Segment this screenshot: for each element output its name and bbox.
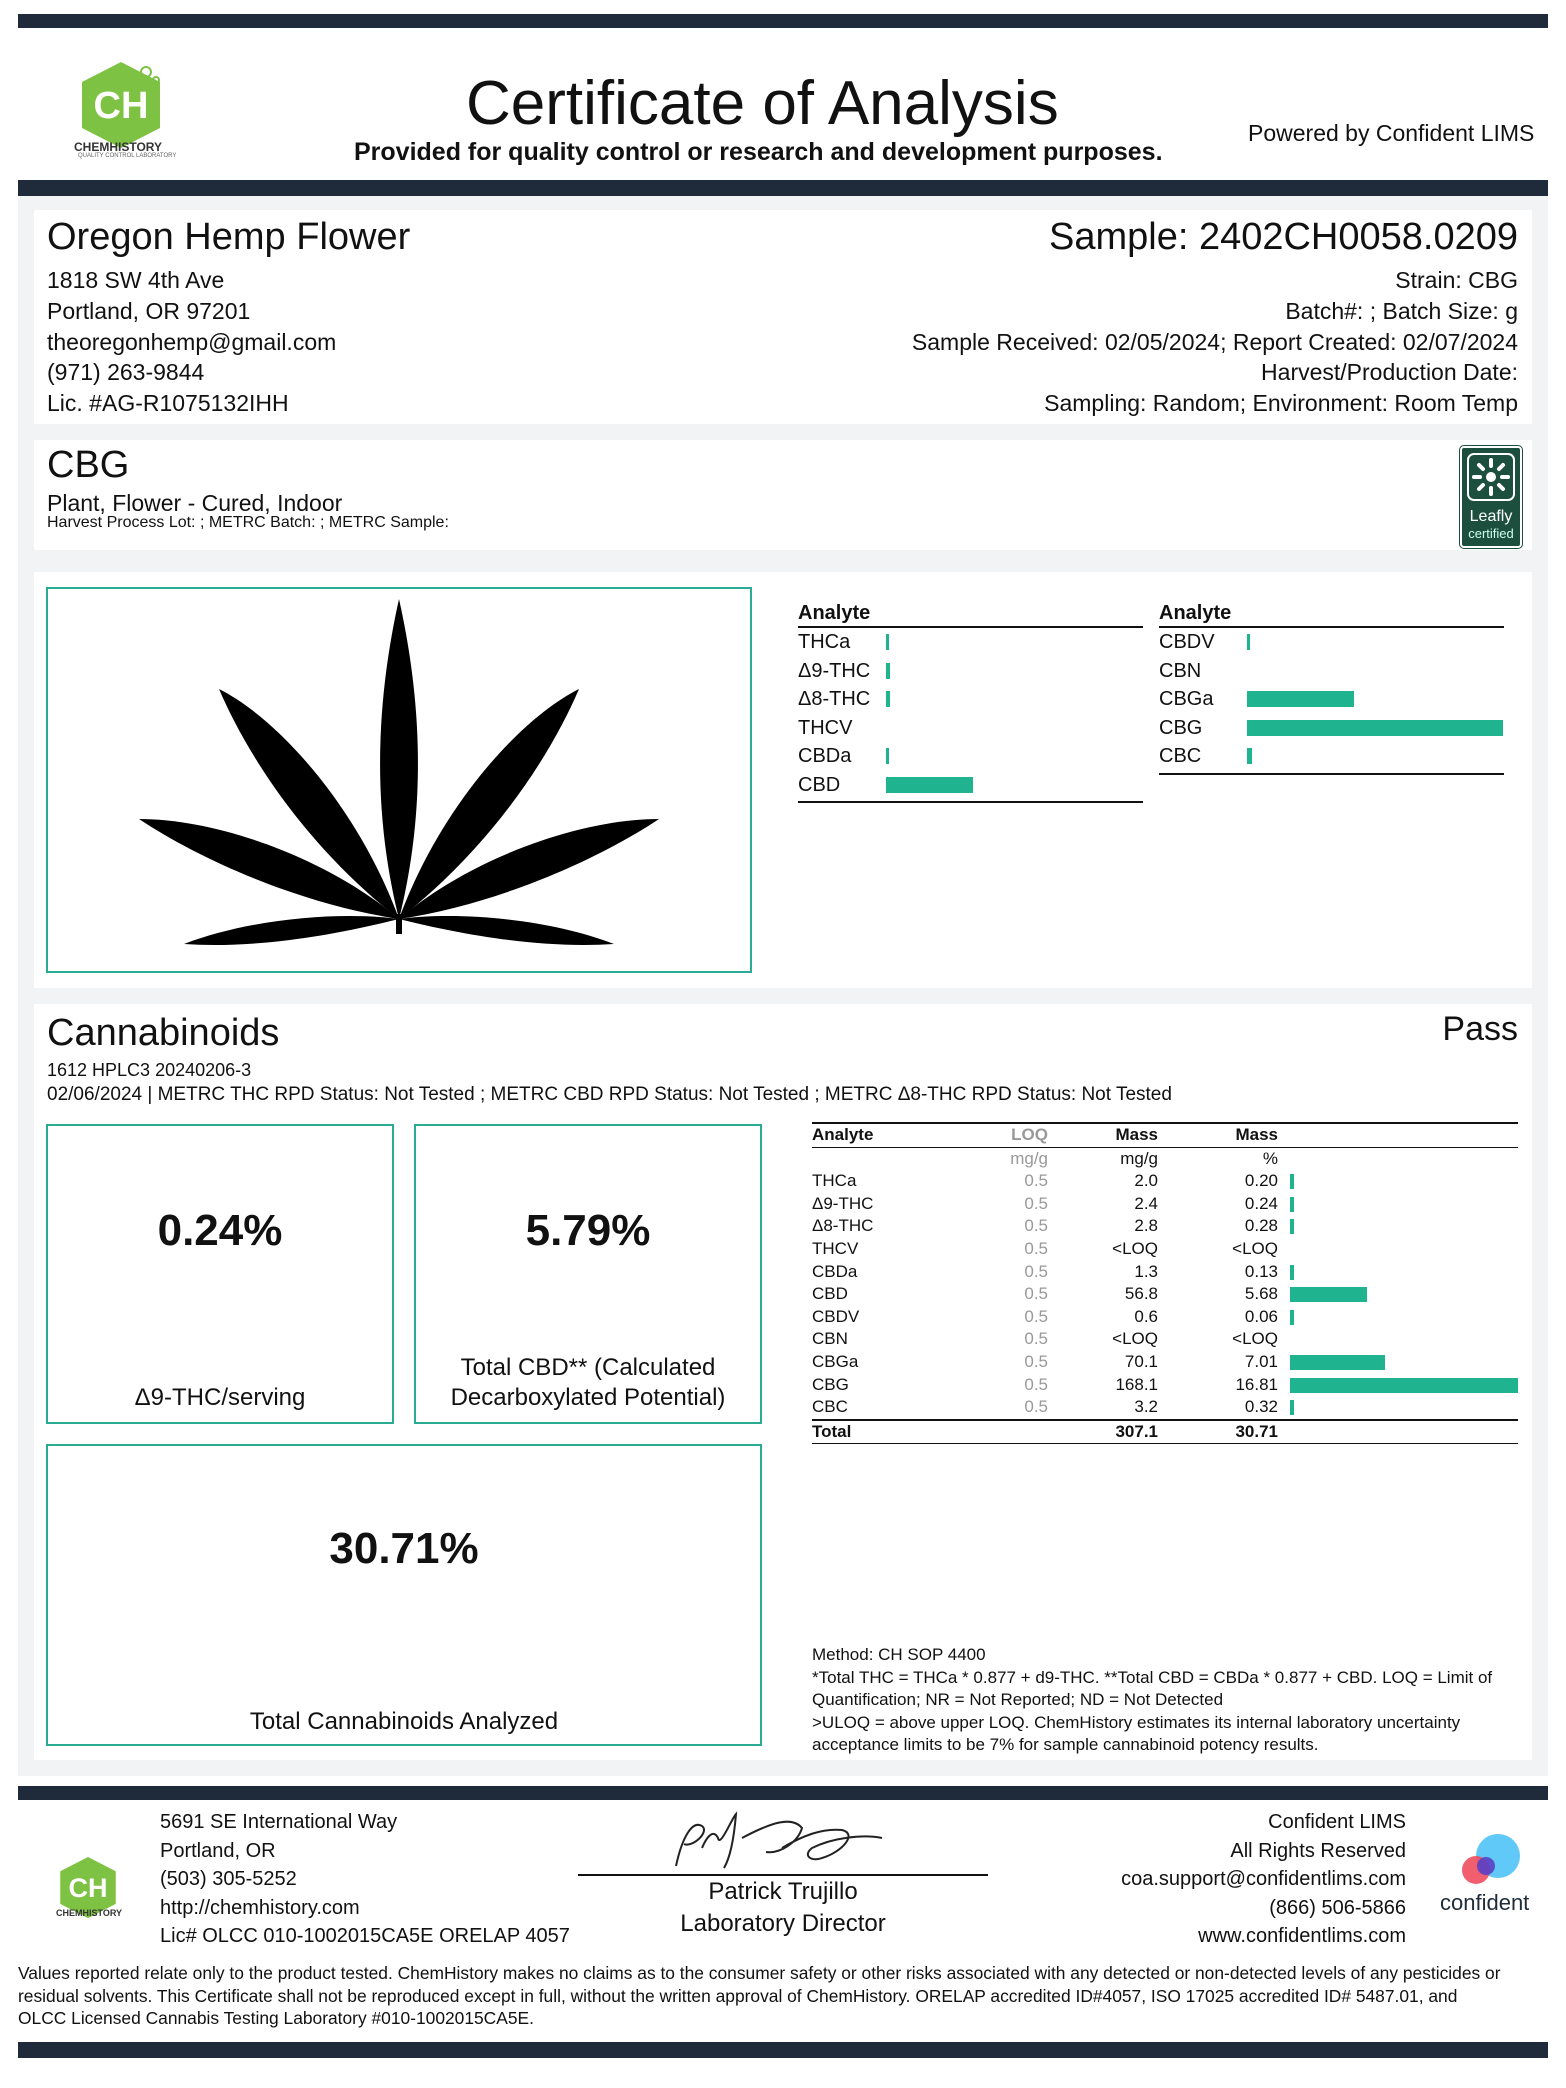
- mass-mg-value: 56.8: [1124, 1284, 1158, 1304]
- lims-website: www.confidentlims.com: [1198, 1925, 1406, 1947]
- col-analyte-header: Analyte: [812, 1125, 874, 1144]
- top-border-bar: [18, 14, 1548, 28]
- result-bar: [1290, 1287, 1367, 1302]
- product-image-frame: [46, 587, 752, 973]
- summary-bar: [1247, 691, 1354, 707]
- leafly-sunburst-icon: [1462, 448, 1520, 508]
- result-bar: [1290, 1265, 1294, 1280]
- loq-value: 0.5: [1024, 1171, 1048, 1191]
- mass-pct-value: 7.01: [1244, 1351, 1278, 1371]
- mass-mg-value: 70.1: [1124, 1351, 1158, 1371]
- analyte-name: CBDa: [812, 1261, 858, 1281]
- summary-bar: [886, 663, 890, 679]
- summary-panel: [34, 572, 1532, 988]
- note-line-1: *Total THC = THCa * 0.877 + d9-THC. **Total CBD = CBDa * 0.877 + CBD. LOQ = Limit of: [812, 1667, 1493, 1687]
- summary-row: [798, 742, 1143, 771]
- thc-serving-value: 0.24%: [157, 1206, 283, 1255]
- summary-right-bottom-rule: [1159, 773, 1504, 775]
- summary-left-bottom-rule: [798, 801, 1143, 803]
- summary-bar: [1247, 748, 1252, 764]
- svg-text:CH: CH: [93, 85, 149, 127]
- mass-mg-value: 2.0: [1134, 1171, 1158, 1191]
- product-type: Plant, Flower - Cured, Indoor: [47, 490, 343, 516]
- result-bar: [1290, 1310, 1294, 1325]
- mass-mg-value: <LOQ: [1112, 1329, 1158, 1349]
- unit-loq: mg/g: [1010, 1148, 1048, 1168]
- mass-pct-value: 0.13: [1244, 1261, 1278, 1281]
- analyte-name: Δ9-THC: [812, 1193, 874, 1213]
- summary-row: [1159, 657, 1504, 686]
- summary-row: [1159, 742, 1504, 771]
- loq-value: 0.5: [1024, 1329, 1048, 1349]
- mass-pct-value: 5.68: [1244, 1284, 1278, 1304]
- client-address-line2: Portland, OR 97201: [47, 298, 251, 324]
- total-cannabinoids-value: 30.71%: [329, 1524, 479, 1573]
- sample-id: Sample: 2402CH0058.0209: [1048, 216, 1518, 258]
- summary-row: [798, 714, 1143, 743]
- analyte-name: Δ8-THC: [812, 1216, 874, 1236]
- note-line-3: >ULOQ = above upper LOQ. ChemHistory estimates its internal laboratory uncertainty: [812, 1712, 1461, 1732]
- pass-status: Pass: [1442, 1010, 1518, 1048]
- mass-pct-value: 0.06: [1244, 1306, 1278, 1326]
- summary-analyte-name: CBG: [1159, 716, 1203, 739]
- loq-value: 0.5: [1024, 1397, 1048, 1417]
- total-mass-mg: 307.1: [1115, 1421, 1158, 1441]
- lims-contact: [1121, 1808, 1406, 1951]
- svg-text:CH: CH: [68, 1872, 108, 1903]
- loq-value: 0.5: [1024, 1216, 1048, 1236]
- summary-bar: [1247, 720, 1503, 736]
- thc-serving-box: [46, 1124, 394, 1424]
- table-row: [812, 1351, 1518, 1374]
- result-bar: [1290, 1378, 1518, 1393]
- summary-bar: [886, 748, 889, 764]
- total-cbd-value: 5.79%: [525, 1206, 651, 1255]
- summary-analyte-name: THCa: [798, 631, 851, 653]
- sample-sampling: Sampling: Random; Environment: Room Temp: [1044, 390, 1518, 416]
- note-line-2: Quantification; NR = Not Reported; ND = Not Detected: [812, 1690, 1224, 1709]
- result-bar: [1290, 1219, 1294, 1234]
- table-bottom-rule: [812, 1443, 1518, 1444]
- analyte-name: CBN: [812, 1329, 848, 1349]
- page-subtitle: Provided for quality control or research and development purposes.: [354, 138, 1163, 166]
- logo-wordmark: CHEMHISTORY: [74, 140, 163, 154]
- summary-bar: [1247, 634, 1250, 650]
- lab-license: Lic# OLCC 010-1002015CA5E ORELAP 4057: [160, 1925, 570, 1947]
- summary-row: [1159, 714, 1504, 743]
- summary-analyte-name: CBGa: [1159, 688, 1214, 710]
- lab-contact: [160, 1808, 570, 1951]
- leafly-certified-badge: [1460, 446, 1522, 548]
- table-row: [812, 1238, 1518, 1261]
- client-name: Oregon Hemp Flower: [47, 216, 411, 258]
- table-row: [812, 1193, 1518, 1216]
- summary-analyte-name: Δ8-THC: [798, 688, 871, 710]
- summary-row: [798, 685, 1143, 714]
- table-row: [812, 1170, 1518, 1193]
- result-bar: [1290, 1197, 1294, 1212]
- summary-row: [1159, 685, 1504, 714]
- analyte-name: CBGa: [812, 1351, 859, 1371]
- summary-analyte-name: CBDa: [798, 745, 852, 767]
- loq-value: 0.5: [1024, 1261, 1048, 1281]
- client-email: theoregonhemp@gmail.com: [47, 329, 337, 355]
- disclaimer-line-1: Values reported relate only to the product tested. ChemHistory makes no claims as to the consumer safety or other risks associated with any detected or non-detected levels of any pesticides or: [18, 1963, 1501, 1983]
- analyte-name: THCV: [812, 1238, 859, 1258]
- summary-chart-right: [1159, 602, 1504, 775]
- bottom-border-bar: [18, 2042, 1548, 2058]
- lims-phone: (866) 506-5866: [1269, 1896, 1406, 1919]
- loq-value: 0.5: [1024, 1193, 1048, 1213]
- lab-phone: (503) 305-5252: [160, 1868, 297, 1890]
- total-cbd-label-line1: Total CBD** (Calculated: [460, 1354, 716, 1381]
- mass-mg-value: <LOQ: [1112, 1238, 1158, 1258]
- mass-pct-value: <LOQ: [1232, 1238, 1278, 1258]
- result-bar: [1290, 1174, 1294, 1189]
- table-total-row: [812, 1421, 1518, 1444]
- header-divider: [18, 180, 1548, 196]
- analyte-name: CBD: [812, 1284, 848, 1304]
- summary-bar: [886, 777, 973, 793]
- summary-analyte-name: Δ9-THC: [798, 659, 871, 682]
- col-mass-pct-header: Mass: [1235, 1125, 1278, 1144]
- director-name: Patrick Trujillo: [708, 1878, 858, 1905]
- summary-analyte-name: CBN: [1159, 659, 1202, 682]
- table-units-row: [812, 1148, 1518, 1171]
- lims-rights: All Rights Reserved: [1230, 1839, 1406, 1862]
- table-row: [812, 1283, 1518, 1306]
- disclaimer-line-3: OLCC Licensed Cannabis Testing Laboratory #010-1002015CA5E.: [18, 2008, 534, 2028]
- analyte-name: CBDV: [812, 1306, 860, 1326]
- loq-value: 0.5: [1024, 1306, 1048, 1326]
- loq-value: 0.5: [1024, 1374, 1048, 1394]
- client-license: Lic. #AG-R1075132IHH: [47, 390, 289, 416]
- mass-pct-value: <LOQ: [1232, 1329, 1278, 1349]
- signature-line: [578, 1874, 988, 1876]
- mass-pct-value: 0.28: [1244, 1216, 1278, 1236]
- table-row: [812, 1396, 1518, 1419]
- total-cannabinoids-box: [46, 1444, 762, 1746]
- client-phone: (971) 263-9844: [47, 359, 205, 385]
- analyte-name: CBC: [812, 1397, 848, 1417]
- unit-mass-mg: mg/g: [1120, 1148, 1158, 1168]
- sample-batch: Batch#: ; Batch Size: g: [1285, 298, 1518, 324]
- disclaimer: [18, 1962, 1501, 2030]
- unit-mass-pct: %: [1262, 1148, 1278, 1168]
- table-row: [812, 1215, 1518, 1238]
- mass-pct-value: 0.24: [1244, 1193, 1278, 1213]
- loq-value: 0.5: [1024, 1284, 1048, 1304]
- table-row: [812, 1306, 1518, 1329]
- cannabis-leaf-icon: [48, 589, 750, 971]
- cannabinoid-results-table: [812, 1122, 1518, 1444]
- leafly-badge-name: Leafly: [1469, 508, 1513, 525]
- summary-row: [798, 628, 1143, 657]
- disclaimer-line-2: residual solvents. This Certificate shall not be reproduced except in full, without the written approval of ChemHistory. ORELAP accredited ID#4057, ISO 17025 accredited ID# 5487.01, and: [18, 1985, 1458, 2006]
- leafly-badge-label: certified: [1468, 526, 1514, 541]
- total-label: Total: [812, 1421, 852, 1441]
- summary-chart-left: [798, 602, 1143, 803]
- director-title: Laboratory Director: [680, 1910, 886, 1937]
- mass-pct-value: 16.81: [1235, 1374, 1278, 1394]
- total-cbd-label-line2: Decarboxylated Potential): [450, 1384, 726, 1411]
- analyte-name: CBG: [812, 1374, 849, 1394]
- director-signature: [662, 1808, 892, 1878]
- summary-analyte-name: CBD: [798, 773, 841, 796]
- total-cbd-box: [414, 1124, 762, 1424]
- summary-right-header: Analyte: [1159, 602, 1504, 628]
- summary-analyte-name: CBDV: [1159, 631, 1215, 653]
- summary-bar: [886, 634, 889, 650]
- total-cannabinoids-label: Total Cannabinoids Analyzed: [249, 1708, 559, 1735]
- table-header-row: [812, 1124, 1518, 1147]
- lab-address-line1: 5691 SE International Way: [160, 1811, 398, 1833]
- lims-email: coa.support@confidentlims.com: [1121, 1868, 1406, 1890]
- table-row: [812, 1261, 1518, 1284]
- summary-analyte-name: CBC: [1159, 745, 1202, 767]
- thc-serving-label: Δ9-THC/serving: [134, 1384, 306, 1411]
- sample-dates: Sample Received: 02/05/2024; Report Created: 02/07/2024: [911, 329, 1518, 355]
- instrument-id: 1612 HPLC3 20240206-3: [47, 1060, 252, 1080]
- mass-mg-value: 2.8: [1134, 1216, 1158, 1236]
- summary-row: [798, 771, 1143, 800]
- method-notes: [812, 1644, 1492, 1757]
- table-row: [812, 1328, 1518, 1351]
- powered-by: Powered by Confident LIMS: [1248, 120, 1535, 146]
- mass-mg-value: 168.1: [1115, 1374, 1158, 1394]
- method-line: Method: CH SOP 4400: [812, 1645, 986, 1664]
- mass-mg-value: 1.3: [1134, 1261, 1158, 1281]
- summary-row: [1159, 628, 1504, 657]
- result-bar: [1290, 1400, 1294, 1415]
- client-panel: [34, 210, 1532, 424]
- summary-row: [798, 657, 1143, 686]
- sample-strain: Strain: CBG: [1395, 267, 1518, 293]
- product-panel: [34, 440, 1532, 550]
- rpd-status: 02/06/2024 | METRC THC RPD Status: Not Tested ; METRC CBD RPD Status: Not Tested ; METRC Δ8-THC RPD Status: Not Tested: [47, 1084, 1172, 1105]
- confident-logo-mark: [1456, 1832, 1526, 1888]
- client-address-line1: 1818 SW 4th Ave: [47, 267, 225, 293]
- total-mass-pct: 30.71: [1235, 1421, 1278, 1441]
- logo-tagline: QUALITY CONTROL LABORATORY: [78, 153, 177, 159]
- cannabinoids-title: Cannabinoids: [47, 1012, 280, 1054]
- mass-mg-value: 2.4: [1134, 1193, 1158, 1213]
- product-name: CBG: [47, 444, 130, 486]
- lab-address-line2: Portland, OR: [160, 1839, 276, 1862]
- lims-name: Confident LIMS: [1268, 1811, 1406, 1833]
- loq-value: 0.5: [1024, 1351, 1048, 1371]
- summary-bar: [886, 691, 890, 707]
- summary-left-header: Analyte: [798, 602, 1143, 628]
- page-title: Certificate of Analysis: [466, 69, 1059, 138]
- note-line-4: acceptance limits to be 7% for sample cannabinoid potency results.: [812, 1735, 1319, 1754]
- footer-divider: [18, 1786, 1548, 1800]
- sample-harvest-date: Harvest/Production Date:: [1261, 359, 1518, 385]
- lab-website: http://chemhistory.com: [160, 1896, 360, 1919]
- table-row: [812, 1374, 1518, 1397]
- col-mass-mg-header: Mass: [1115, 1125, 1158, 1144]
- analyte-name: THCa: [812, 1171, 857, 1191]
- loq-value: 0.5: [1024, 1238, 1048, 1258]
- mass-mg-value: 0.6: [1134, 1306, 1158, 1326]
- mass-mg-value: 3.2: [1134, 1397, 1158, 1417]
- confident-wordmark: confident: [1440, 1890, 1530, 1915]
- result-bar: [1290, 1355, 1385, 1370]
- product-lots: Harvest Process Lot: ; METRC Batch: ; METRC Sample:: [47, 514, 449, 531]
- mass-pct-value: 0.32: [1244, 1397, 1278, 1417]
- footer-logo-wordmark: CHEMHISTORY: [56, 1908, 123, 1918]
- mass-pct-value: 0.20: [1244, 1171, 1278, 1191]
- col-loq-header: LOQ: [1011, 1125, 1048, 1144]
- summary-analyte-name: THCV: [798, 716, 853, 739]
